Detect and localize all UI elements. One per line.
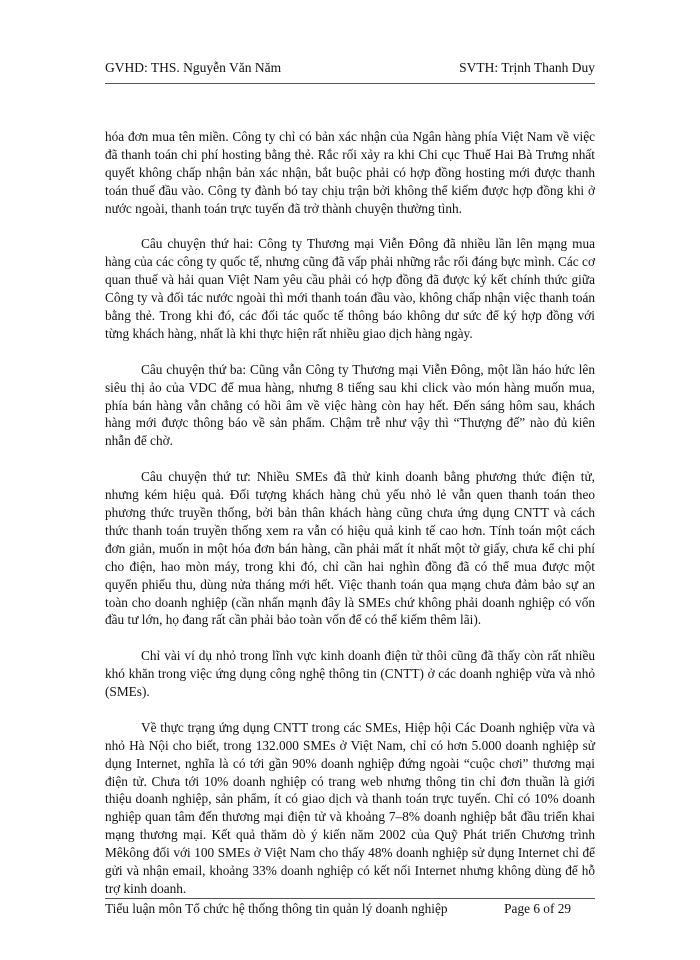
footer-course-title: Tiểu luận môn Tổ chức hệ thống thông tin quản lý doanh nghiệp <box>105 901 448 916</box>
header-rule <box>105 83 595 84</box>
paragraph-1: hóa đơn mua tên miền. Công ty chỉ có bản xác nhận của Ngân hàng phía Việt Nam về việc đã thanh toán chi phí hosting bằng thẻ. Rắc rối xảy ra khi Chi cục Thuế Hai Bà Trưng nhất quyết không chấp nhận bản xác nhận, bắt buộc phải có hợp đồng hosting mới được thanh toán thuế đầu vào. Công ty đành bó tay chịu trận bởi không thể kiếm được hợp đồng khi ở nước ngoài, thanh toán trực tuyến đã trở thành chuyện thường tình. <box>105 129 595 216</box>
document-body <box>105 128 595 916</box>
paragraph-5: Chỉ vài ví dụ nhỏ trong lĩnh vực kinh doanh điện tử thôi cũng đã thấy còn rất nhiều khó khăn trong việc ứng dụng công nghệ thông tin (CNTT) ở các doanh nghiệp vừa và nhỏ (SMEs). <box>105 648 595 700</box>
paragraph-4: Câu chuyện thứ tư: Nhiều SMEs đã thử kinh doanh bằng phương thức điện tử, nhưng kém hiệu quả. Đối tượng khách hàng chủ yếu nhỏ lẻ vẫn quen thanh toán theo phương thức truyền thống, bởi bản thân khách hàng cũng chưa ứng dụng CNTT và cách thức thanh toán truyền thống xem ra vẫn có hiệu quả kinh tế cao hơn. Tính toán một cách đơn giản, muốn in một hóa đơn bán hàng, cần phải mất ít nhất một tờ giấy, chưa kể chi phí cho điện, hao mòn máy, trong khi đó, chỉ cần hai nghìn đồng đã có thể mua được một quyển phiếu thu, dùng nửa tháng mới hết. Việc thanh toán qua mạng chưa đảm bảo sự an toàn cho doanh nghiệp (cần nhấn mạnh đây là SMEs chứ không phải doanh nghiệp có vốn đầu tư lớn, họ đang rất cần phải bảo toàn vốn để có thể kiếm thêm lãi). <box>105 469 595 628</box>
paragraph-2: Câu chuyện thứ hai: Công ty Thương mại Viễn Đông đã nhiều lần lên mạng mua hàng của các công ty quốc tế, nhưng cũng đã vấp phải những rắc rối đáng bực mình. Các cơ quan thuế và hải quan Việt Nam yêu cầu phải có hợp đồng đã được ký kết chính thức giữa Công ty và đối tác nước ngoài thì mới thanh toán đầu vào, không chấp nhận việc thanh toán bằng thẻ. Trong khi đó, các đối tác quốc tế thông báo không dư sức để ký hợp đồng với từng khách hàng, nhất là khi thực hiện rất nhiều giao dịch hàng ngày. <box>105 236 595 341</box>
page-footer <box>105 901 595 921</box>
page-header <box>105 60 595 82</box>
footer-rule <box>105 898 595 899</box>
paragraph-3: Câu chuyện thứ ba: Cũng vẫn Công ty Thương mại Viễn Đông, một lần háo hức lên siêu thị ảo của VDC để mua hàng, nhưng 8 tiếng sau khi click vào món hàng muốn mua, phía bán hàng vẫn chẳng có hồi âm về việc hàng còn hay hết. Đến sáng hôm sau, khách hàng mới được thông báo về sản phẩm. Chậm trễ như vậy thì “Thượng đế” nào đủ kiên nhẫn để chờ. <box>105 361 595 449</box>
header-student: SVTH: Trịnh Thanh Duy <box>459 60 595 75</box>
header-instructor: GVHD: THS. Nguyễn Văn Năm <box>105 60 282 75</box>
page-number: Page 6 of 29 <box>504 901 571 916</box>
paragraph-6: Về thực trạng ứng dụng CNTT trong các SMEs, Hiệp hội Các Doanh nghiệp vừa và nhỏ Hà Nội cho biết, trong 132.000 SMEs ở Việt Nam, chỉ có hơn 5.000 doanh nghiệp sử dụng Internet, nghĩa là có tới gần 90% doanh nghiệp đứng ngoài “cuộc chơi” thương mại điện tử. Chưa tới 10% doanh nghiệp có trang web nhưng thông tin chỉ đơn thuần là giới thiệu doanh nghiệp, sản phẩm, ít có giao dịch và thanh toán trực tuyến. Chỉ có 10% doanh nghiệp quan tâm đến thương mại điện tử và khoảng 7–8% doanh nghiệp bắt đầu triển khai mạng thương mại. Kết quả thăm dò ý kiến năm 2002 của Quỹ Phát triển Chương trình Mêkông đối với 100 SMEs ở Việt Nam cho thấy 48% doanh nghiệp sử dụng Internet chỉ để gửi và nhận email, khoảng 33% doanh nghiệp có kết nối Internet nhưng không dùng để hỗ trợ kinh doanh. <box>105 719 595 896</box>
